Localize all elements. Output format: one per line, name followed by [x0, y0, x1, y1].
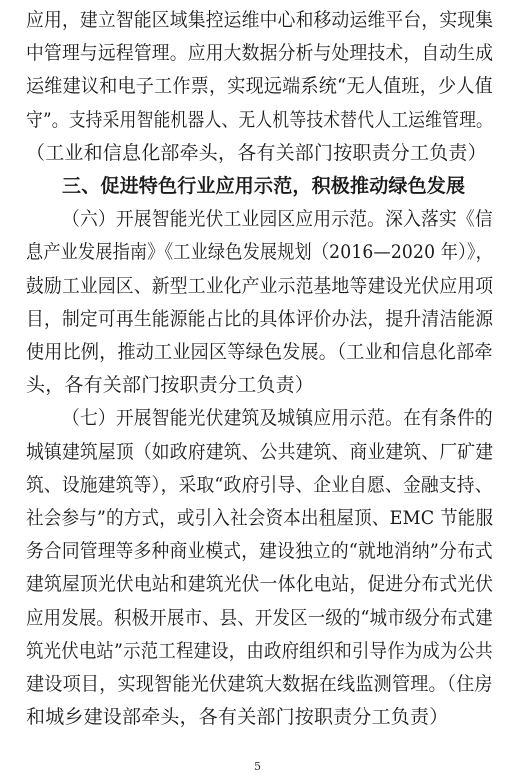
text-line: 使用比例，推动工业园区等绿色发展。（工业和信息化部牵: [26, 341, 493, 363]
text-line: 和城乡建设部牵头，各有关部门按职责分工负责）: [26, 706, 449, 729]
text-line: 鼓励工业园区、新型工业化产业示范基地等建设光伏应用项: [26, 274, 494, 297]
text-line: 守”。支持采用智能机器人、无人机等技术替代人工运维管理。: [26, 108, 494, 131]
text-line: 城镇建筑屋顶（如政府建筑、公共建筑、商业建筑、厂矿建: [26, 440, 494, 463]
text-line: 头，各有关部门按职责分工负责）: [26, 374, 315, 397]
text-line: （七）开展智能光伏建筑及城镇应用示范。在有条件的: [62, 407, 493, 430]
text-line: 筑光伏电站”示范工程建设，由政府组织和引导作为成为公共: [26, 639, 493, 662]
text-line: 务合同管理等多种商业模式，建设独立的“就地消纳”分布式: [26, 540, 493, 563]
text-line: 目，制定可再生能源能占比的具体评价办法，提升清洁能源: [26, 307, 494, 330]
text-line: 应用，建立智能区域集控运维中心和移动运维平台，实现集: [26, 9, 494, 31]
text-line: （六）开展智能光伏工业园区应用示范。深入落实《信: [62, 208, 493, 231]
text-line: 息产业发展指南》《工业绿色发展规划（2016—2020 年）》，: [26, 241, 493, 264]
text-line: 应用发展。积极开展市、县、开发区一级的“城市级分布式建: [26, 606, 493, 629]
section-heading: 三、促进特色行业应用示范，积极推动绿色发展: [62, 175, 466, 197]
text-line: 中管理与远程管理。应用大数据分析与处理技术，自动生成: [26, 42, 494, 65]
text-line: 筑、设施建筑等），采取“政府引导、企业自愿、金融支持、: [26, 473, 493, 496]
text-line: 运维建议和电子工作票，实现远端系统“无人值班，少人值: [26, 75, 493, 98]
text-line: 建设项目，实现智能光伏建筑大数据在线监测管理。（住房: [26, 673, 493, 695]
text-line: 社会参与”的方式，或引入社会资本出租屋顶、EMC 节能服: [26, 507, 494, 529]
page-number: 5: [254, 760, 261, 773]
text-line: （工业和信息化部牵头，各有关部门按职责分工负责）: [26, 141, 487, 164]
text-line: 建筑屋顶光伏电站和建筑光伏一体化电站，促进分布式光伏: [26, 573, 494, 596]
